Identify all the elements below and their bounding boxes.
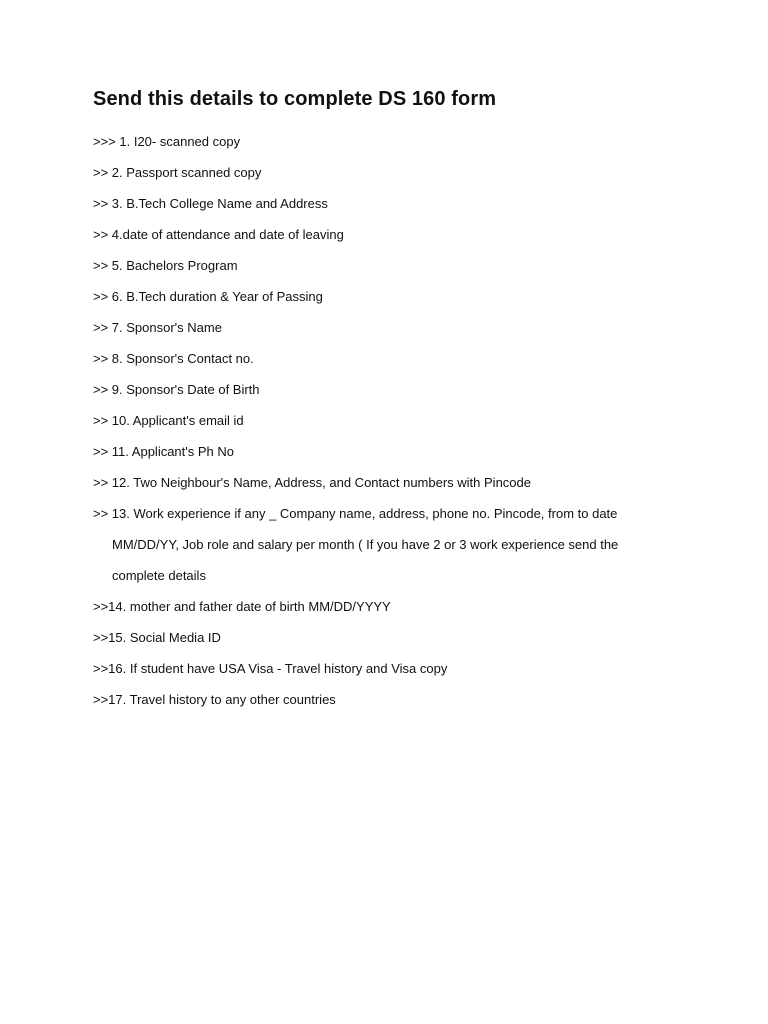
list-item-text: >> 7. Sponsor's Name [93,320,222,335]
list-item-text: >>15. Social Media ID [93,630,221,645]
list-item-text: >> 12. Two Neighbour's Name, Address, and Contact numbers with Pincode [93,475,531,490]
list-item-text: >>> 1. I20- scanned copy [93,134,241,149]
list-item-text: >> 13. Work experience if any _ Company name, address, phone no. Pincode, from to date [93,506,618,521]
list-item-text: >>14. mother and father date of birth MM/DD/YYYY [93,599,391,614]
list-item [93,467,653,498]
list-item [93,219,653,250]
list-item [93,281,653,312]
list-item-text: >> 10. Applicant's email id [93,413,244,428]
list-item [93,591,653,622]
list-item-text: >>16. If student have USA Visa - Travel history and Visa copy [93,661,448,676]
list-item-continuation: complete details [112,568,206,583]
list-item [93,188,653,219]
list-item-text: >> 5. Bachelors Program [93,258,238,273]
list-item-text: >> 3. B.Tech College Name and Address [93,196,328,211]
list-item [93,374,653,405]
list-item [93,312,653,343]
list-item [93,157,653,188]
page-title: Send this details to complete DS 160 form [93,88,497,110]
list-item-continuation: MM/DD/YY, Job role and salary per month ( If you have 2 or 3 work experience send the [112,537,619,552]
list-item-text: >> 9. Sponsor's Date of Birth [93,382,260,397]
list-item-text: >>17. Travel history to any other countries [93,692,336,707]
requirements-list [93,126,653,715]
list-item [93,405,653,436]
list-item-text: >> 6. B.Tech duration & Year of Passing [93,289,323,304]
list-item [93,126,653,157]
list-item-text: >> 4.date of attendance and date of leaving [93,227,344,242]
list-item-text: >> 8. Sponsor's Contact no. [93,351,254,366]
list-item-text: >> 2. Passport scanned copy [93,165,262,180]
list-item [93,250,653,281]
list-item [93,343,653,374]
list-item [93,436,653,467]
list-item [93,653,653,684]
list-item [93,622,653,653]
list-item [93,684,653,715]
list-item [93,498,653,591]
list-item-text: >> 11. Applicant's Ph No [93,444,235,459]
